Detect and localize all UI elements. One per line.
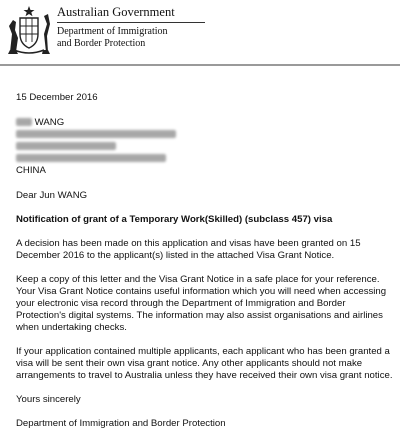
recipient-name-line (16, 117, 394, 129)
signature: Department of Immigration and Border Protection (16, 418, 226, 429)
letterhead (0, 0, 400, 62)
department-line-2: and Border Protection (57, 38, 146, 49)
closing: Yours sincerely (16, 394, 81, 405)
recipient-surname: WANG (34, 117, 65, 128)
letter-date: 15 December 2016 (16, 92, 98, 103)
redacted-text (16, 142, 116, 150)
recipient-country: CHINA (16, 165, 46, 176)
letter-subject: Notification of grant of a Temporary Work(Skilled) (subclass 457) visa (16, 214, 333, 225)
redacted-text (16, 118, 32, 126)
redacted-text (16, 130, 176, 138)
coat-of-arms-icon (6, 4, 52, 56)
redacted-text (16, 154, 166, 162)
header-divider (0, 64, 400, 66)
redacted-address-line (16, 129, 394, 141)
redacted-address-line (16, 153, 394, 165)
paragraph-keep-copy: Keep a copy of this letter and the Visa Grant Notice in a safe place for your reference. Your Visa Grant Notice contains useful information which you will need when accessing your electronic visa record through the Department of Immigration and Border Protection's digital systems. The information may also assist organisations and airlines when undertaking checks. (16, 274, 387, 333)
salutation: Dear Jun WANG (16, 190, 88, 201)
letter-body (16, 92, 394, 430)
redacted-address-line (16, 141, 394, 153)
paragraph-decision: A decision has been made on this application and visas have been granted on 15 December 2016 to the applicant(s) listed in the attached Visa Grant Notice. (16, 238, 361, 261)
department-line-1: Department of Immigration (57, 26, 168, 37)
government-title: Australian Government (57, 5, 175, 19)
department-name (57, 26, 217, 50)
paragraph-multiple-applicants: If your application contained multiple applicants, each applicant who has been granted a visa will be sent their own visa grant notice. Any other applicants should not make arrangements to travel to Australia unless they have received their own visa grant notice. (16, 346, 393, 381)
title-rule (57, 22, 205, 23)
